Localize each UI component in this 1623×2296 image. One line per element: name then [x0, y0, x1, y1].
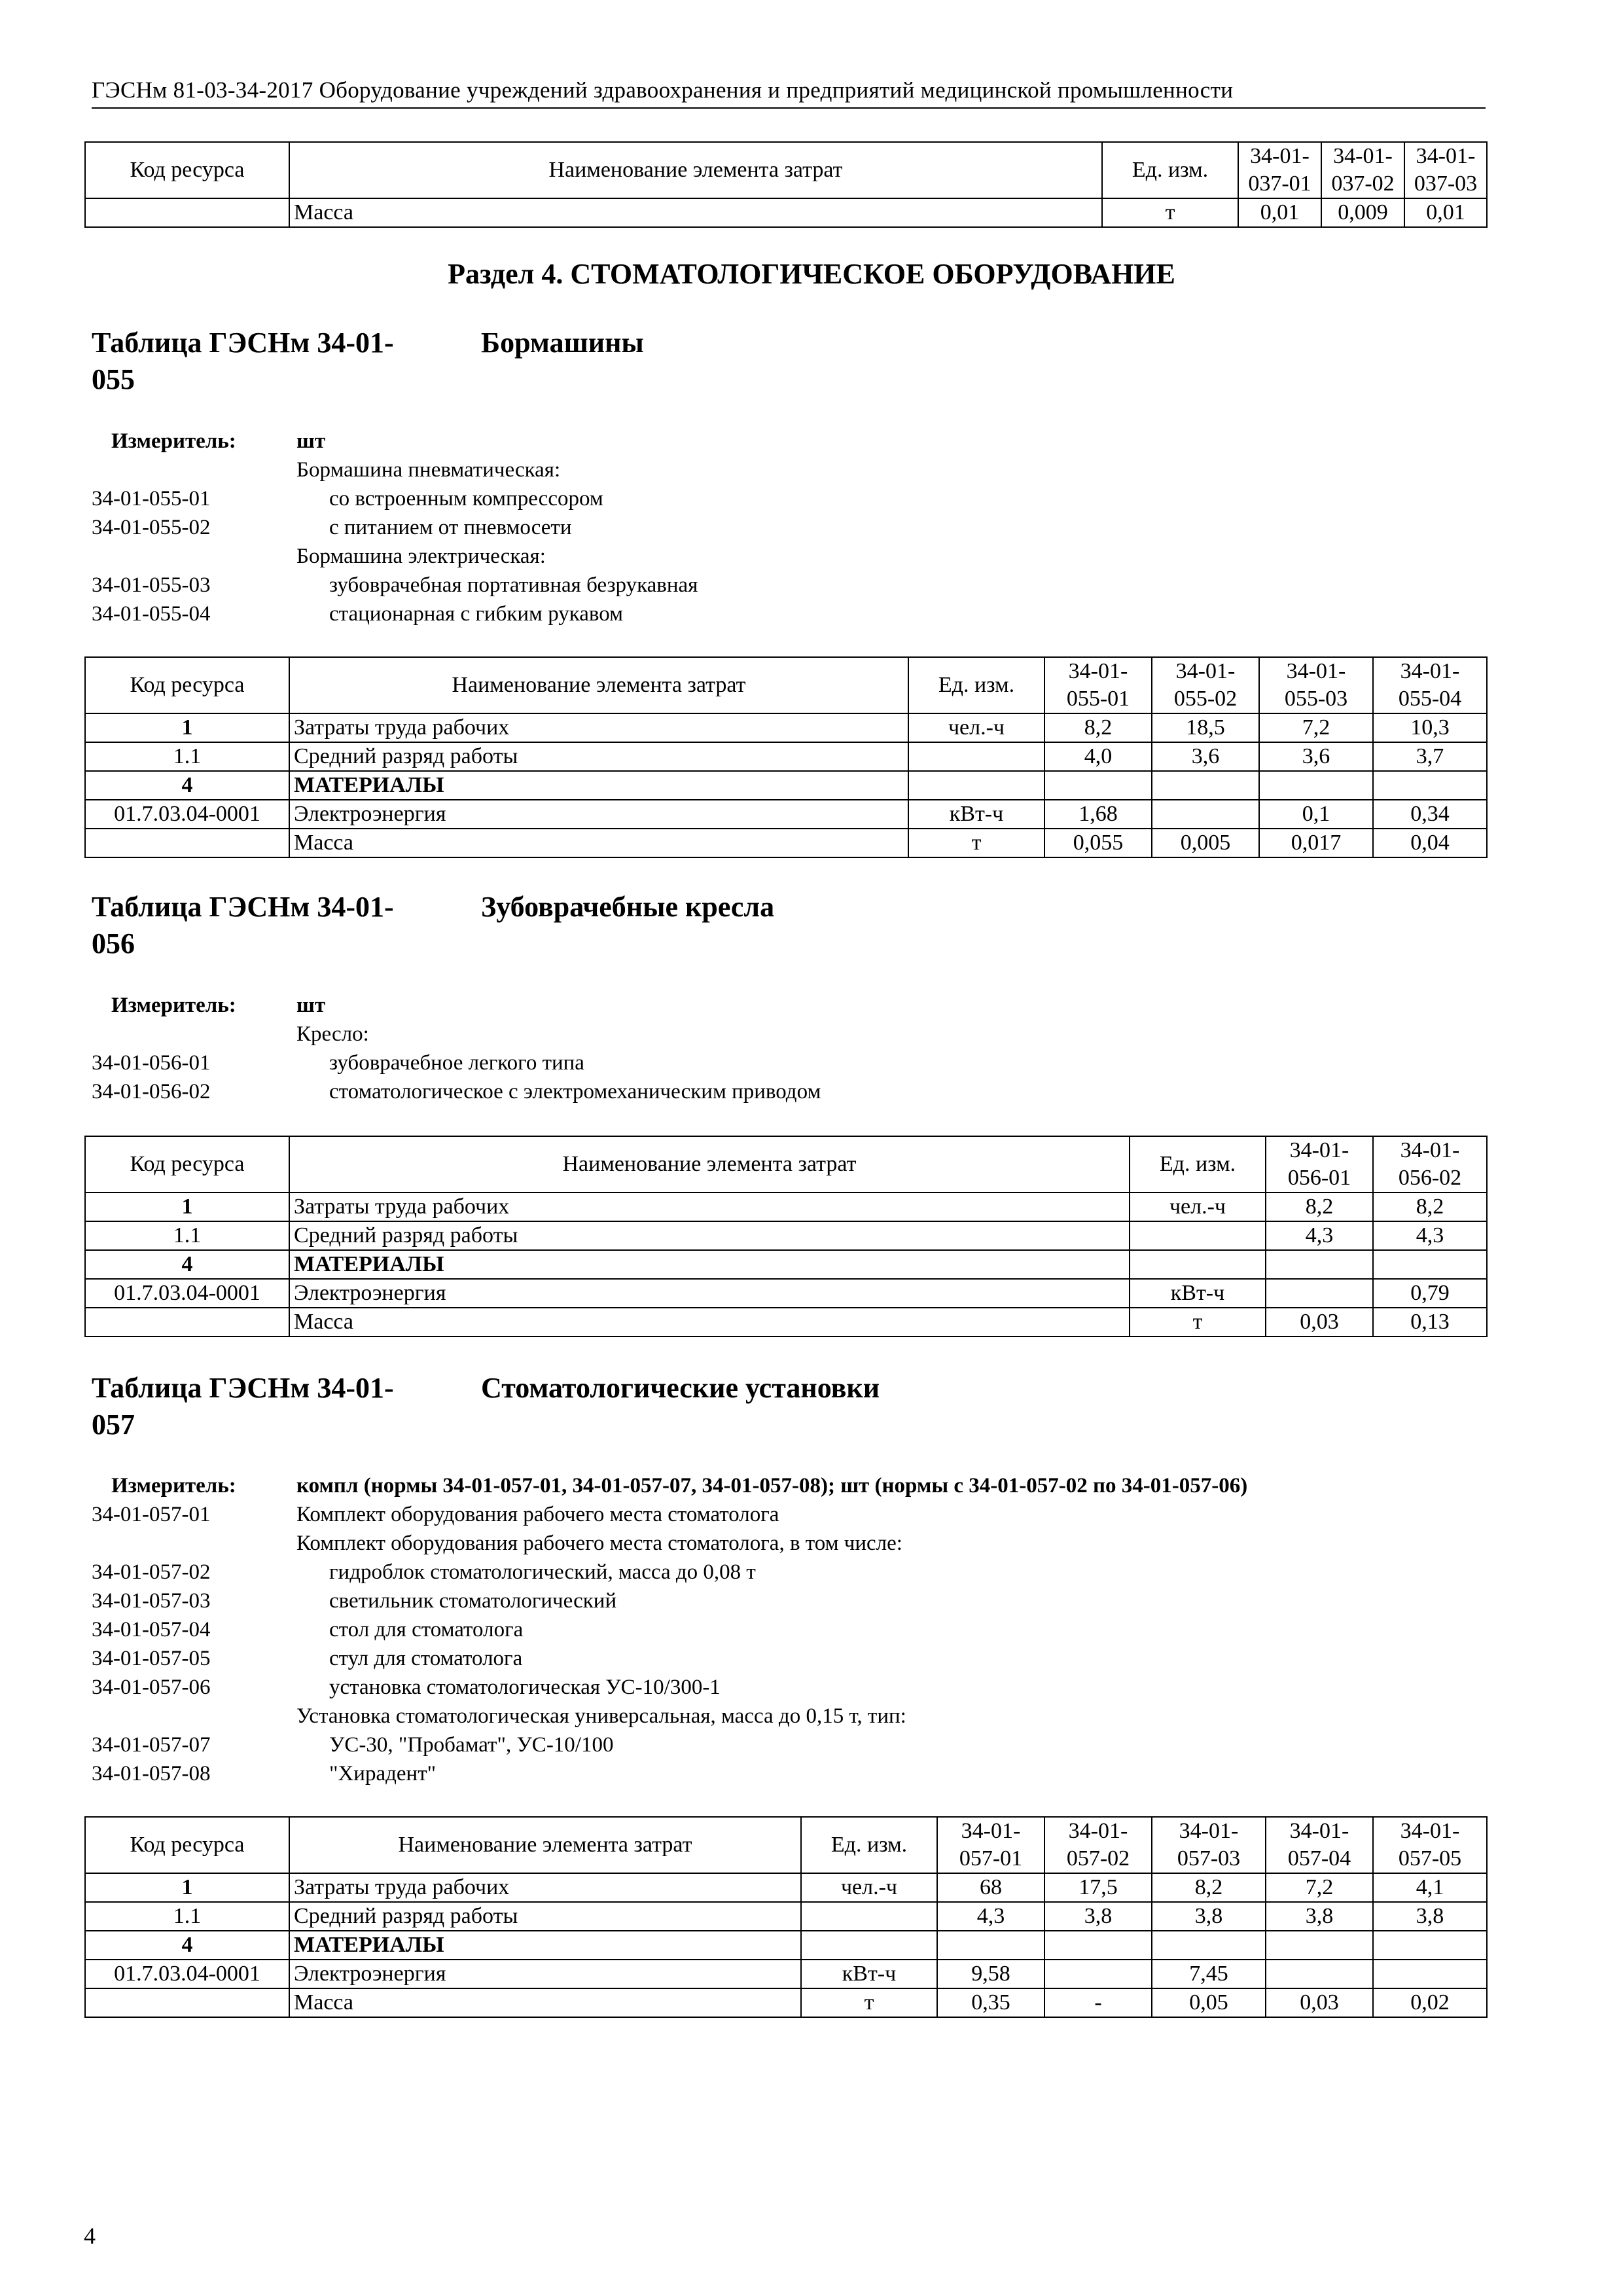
cell-value: 8,2 [1266, 1193, 1373, 1221]
cell-value: 4,1 [1373, 1873, 1487, 1902]
cell-value: 0,34 [1373, 800, 1487, 829]
table-row [85, 1960, 1487, 1988]
table-row [85, 713, 1487, 742]
cell-value: 0,03 [1266, 1988, 1373, 2017]
norm-description: Установка стоматологическая универсальная, масса до 0,15 т, тип: [296, 1704, 906, 1728]
norms-table-056 [84, 1136, 1488, 1337]
header-code: Код ресурса [85, 657, 289, 713]
cell-value: 3,8 [1044, 1902, 1152, 1931]
measurer-unit: шт [296, 429, 326, 453]
cell-code: 1.1 [85, 1902, 289, 1931]
table-row [85, 1193, 1487, 1221]
cell-value: 0,79 [1373, 1279, 1487, 1308]
norm-description: Комплект оборудования рабочего места стоматолога, в том числе: [296, 1532, 902, 1555]
header-name: Наименование элемента затрат [289, 1817, 801, 1873]
table-row [85, 1873, 1487, 1902]
table-row [85, 1931, 1487, 1960]
cell-value [1152, 771, 1259, 800]
cell-unit: т [1102, 198, 1238, 227]
norm-description: "Хирадент" [329, 1762, 437, 1785]
cell-unit: кВт-ч [801, 1960, 937, 1988]
cell-name: Затраты труда рабочих [289, 1193, 1130, 1221]
cell-value: 8,2 [1152, 1873, 1266, 1902]
cell-code: 4 [85, 771, 289, 800]
table-row [85, 198, 1487, 227]
norm-description: Бормашина электрическая: [296, 545, 546, 568]
norm-code: 34-01-055-04 [92, 602, 211, 626]
cell-value [1266, 1931, 1373, 1960]
page-number: 4 [84, 2223, 96, 2249]
header-norm-code: 34-01- 056-01 [1266, 1136, 1373, 1193]
cell-value: 9,58 [937, 1960, 1044, 1988]
cell-value: 3,6 [1152, 742, 1259, 771]
cell-value: 0,009 [1321, 198, 1404, 227]
norm-code: 34-01-057-07 [92, 1733, 211, 1757]
cell-unit: чел.-ч [1130, 1193, 1266, 1221]
table-037-continuation [84, 141, 1488, 228]
cell-value [1266, 1279, 1373, 1308]
cell-value: 18,5 [1152, 713, 1259, 742]
norm-code: 34-01-057-04 [92, 1618, 211, 1641]
cell-value: 7,2 [1259, 713, 1373, 742]
cell-code: 1.1 [85, 742, 289, 771]
table-number-suffix: 055 [92, 363, 135, 395]
header-norm-code: 34-01- 055-03 [1259, 657, 1373, 713]
table-title-055 [92, 325, 644, 398]
table-header-row [85, 657, 1487, 713]
cell-value: 0,017 [1259, 829, 1373, 857]
header-norm-code: 34-01- 037-02 [1321, 142, 1404, 198]
cell-unit: т [1130, 1308, 1266, 1336]
norm-description: зубоврачебная портативная безрукавная [329, 573, 698, 597]
cell-name: Электроэнергия [289, 800, 908, 829]
cell-value: 0,35 [937, 1988, 1044, 2017]
cell-value: 0,02 [1373, 1988, 1487, 2017]
cell-unit [908, 771, 1044, 800]
cell-value: 68 [937, 1873, 1044, 1902]
table-row [85, 742, 1487, 771]
header-unit: Ед. изм. [908, 657, 1044, 713]
cell-value: 0,055 [1044, 829, 1152, 857]
cell-unit [801, 1902, 937, 1931]
table-caption: Бормашины [481, 327, 644, 359]
norm-description: стул для стоматолога [329, 1647, 523, 1670]
header-unit: Ед. изм. [801, 1817, 937, 1873]
table-header-row [85, 142, 1487, 198]
header-norm-code: 34-01- 037-01 [1238, 142, 1321, 198]
table-title-056 [92, 889, 774, 962]
cell-value: 8,2 [1044, 713, 1152, 742]
cell-code: 01.7.03.04-0001 [85, 800, 289, 829]
cell-name: Средний разряд работы [289, 1221, 1130, 1250]
table-row [85, 1988, 1487, 2017]
cell-code [85, 829, 289, 857]
table-number: Таблица ГЭСНм 34-01- [92, 327, 394, 359]
cell-name: Затраты труда рабочих [289, 1873, 801, 1902]
norms-table-057 [84, 1816, 1488, 2018]
cell-value: 3,8 [1152, 1902, 1266, 1931]
running-header: ГЭСНм 81-03-34-2017 Оборудование учреждений здравоохранения и предприятий медицинской промышленности [92, 77, 1486, 109]
cell-unit [908, 742, 1044, 771]
cell-code: 1 [85, 713, 289, 742]
cell-value: 17,5 [1044, 1873, 1152, 1902]
cell-value [1152, 1931, 1266, 1960]
header-code: Код ресурса [85, 1817, 289, 1873]
cell-unit: т [801, 1988, 937, 2017]
norm-code: 34-01-057-02 [92, 1560, 211, 1584]
header-norm-code: 34-01- 057-04 [1266, 1817, 1373, 1873]
table-row [85, 829, 1487, 857]
header-norm-code: 34-01- 055-02 [1152, 657, 1259, 713]
header-unit: Ед. изм. [1130, 1136, 1266, 1193]
norm-description: со встроенным компрессором [329, 487, 603, 511]
table-caption: Стоматологические установки [481, 1372, 880, 1404]
table-number: Таблица ГЭСНм 34-01- [92, 891, 394, 923]
table-number-suffix: 057 [92, 1408, 135, 1441]
cell-code: 1.1 [85, 1221, 289, 1250]
cell-name: Масса [289, 829, 908, 857]
cell-unit: кВт-ч [908, 800, 1044, 829]
norm-description: Бормашина пневматическая: [296, 458, 561, 482]
cell-unit: чел.-ч [801, 1873, 937, 1902]
norm-code: 34-01-057-08 [92, 1762, 211, 1785]
cell-unit [1130, 1221, 1266, 1250]
table-title-057 [92, 1370, 880, 1443]
cell-value: 3,6 [1259, 742, 1373, 771]
cell-value [1266, 1250, 1373, 1279]
cell-code: 01.7.03.04-0001 [85, 1960, 289, 1988]
header-norm-code: 34-01- 057-03 [1152, 1817, 1266, 1873]
cell-value [1044, 1931, 1152, 1960]
norm-description: стационарная с гибким рукавом [329, 602, 624, 626]
cell-unit: кВт-ч [1130, 1279, 1266, 1308]
cell-code: 1 [85, 1193, 289, 1221]
cell-value [1044, 1960, 1152, 1988]
header-norm-code: 34-01- 057-01 [937, 1817, 1044, 1873]
norm-code: 34-01-057-03 [92, 1589, 211, 1613]
cell-value: 3,8 [1373, 1902, 1487, 1931]
norm-description: стоматологическое с электромеханическим приводом [329, 1080, 821, 1103]
table-header-row [85, 1136, 1487, 1193]
norm-description: зубоврачебное легкого типа [329, 1051, 584, 1075]
cell-name: Электроэнергия [289, 1279, 1130, 1308]
table-row [85, 1308, 1487, 1336]
cell-code: 01.7.03.04-0001 [85, 1279, 289, 1308]
section-title: Раздел 4. СТОМАТОЛОГИЧЕСКОЕ ОБОРУДОВАНИЕ [448, 258, 1175, 290]
measurer-label: Измеритель: [111, 429, 236, 453]
table-row [85, 771, 1487, 800]
cell-name: МАТЕРИАЛЫ [289, 771, 908, 800]
cell-value: - [1044, 1988, 1152, 2017]
header-code: Код ресурса [85, 1136, 289, 1193]
cell-code [85, 1308, 289, 1336]
norm-code: 34-01-057-06 [92, 1676, 211, 1699]
norms-table-055 [84, 656, 1488, 858]
table-number-suffix: 056 [92, 927, 135, 960]
header-norm-code: 34-01- 057-02 [1044, 1817, 1152, 1873]
header-name: Наименование элемента затрат [289, 657, 908, 713]
cell-value: 7,45 [1152, 1960, 1266, 1988]
cell-value: 4,0 [1044, 742, 1152, 771]
cell-value: 0,13 [1373, 1308, 1487, 1336]
cell-value: 10,3 [1373, 713, 1487, 742]
table-caption: Зубоврачебные кресла [481, 891, 775, 923]
cell-value: 0,1 [1259, 800, 1373, 829]
header-norm-code: 34-01- 057-05 [1373, 1817, 1487, 1873]
cell-name: Электроэнергия [289, 1960, 801, 1988]
header-unit: Ед. изм. [1102, 142, 1238, 198]
norm-description: установка стоматологическая УС-10/300-1 [329, 1676, 721, 1699]
table-row [85, 1279, 1487, 1308]
cell-name: Масса [289, 198, 1102, 227]
table-row [85, 800, 1487, 829]
cell-code: 4 [85, 1931, 289, 1960]
cell-value [1373, 1960, 1487, 1988]
measurer-label: Измеритель: [111, 994, 236, 1017]
cell-unit: чел.-ч [908, 713, 1044, 742]
cell-value: 0,01 [1404, 198, 1487, 227]
cell-value: 8,2 [1373, 1193, 1487, 1221]
header-code: Код ресурса [85, 142, 289, 198]
cell-unit [801, 1931, 937, 1960]
measurer-unit: компл (нормы 34-01-057-01, 34-01-057-07, 34-01-057-08); шт (нормы с 34-01-057-02 по 34-01-057-06) [296, 1474, 1248, 1498]
norm-code: 34-01-055-03 [92, 573, 211, 597]
measurer-unit: шт [296, 994, 326, 1017]
cell-unit: т [908, 829, 1044, 857]
cell-value: 0,04 [1373, 829, 1487, 857]
table-row [85, 1221, 1487, 1250]
cell-value: 3,8 [1266, 1902, 1373, 1931]
cell-value: 4,3 [1266, 1221, 1373, 1250]
cell-value [937, 1931, 1044, 1960]
cell-code [85, 1988, 289, 2017]
table-row [85, 1902, 1487, 1931]
header-norm-code: 34-01- 037-03 [1404, 142, 1487, 198]
cell-code [85, 198, 289, 227]
norm-code: 34-01-056-01 [92, 1051, 211, 1075]
cell-code: 4 [85, 1250, 289, 1279]
cell-value: 1,68 [1044, 800, 1152, 829]
norm-description: Комплект оборудования рабочего места стоматолога [296, 1503, 779, 1526]
table-header-row [85, 1817, 1487, 1873]
table-row [85, 1250, 1487, 1279]
cell-name: Средний разряд работы [289, 742, 908, 771]
cell-value: 4,3 [1373, 1221, 1487, 1250]
cell-name: Масса [289, 1308, 1130, 1336]
cell-unit [1130, 1250, 1266, 1279]
norm-description: Кресло: [296, 1022, 369, 1046]
header-name: Наименование элемента затрат [289, 1136, 1130, 1193]
cell-value [1266, 1960, 1373, 1988]
cell-value [1373, 1931, 1487, 1960]
cell-value: 0,005 [1152, 829, 1259, 857]
norm-code: 34-01-056-02 [92, 1080, 211, 1103]
cell-value: 7,2 [1266, 1873, 1373, 1902]
cell-name: МАТЕРИАЛЫ [289, 1250, 1130, 1279]
measurer-label: Измеритель: [111, 1474, 236, 1498]
norm-code: 34-01-055-01 [92, 487, 211, 511]
cell-name: МАТЕРИАЛЫ [289, 1931, 801, 1960]
norm-description: УС-30, "Пробамат", УС-10/100 [329, 1733, 614, 1757]
table-number: Таблица ГЭСНм 34-01- [92, 1372, 394, 1404]
cell-code: 1 [85, 1873, 289, 1902]
cell-value: 3,7 [1373, 742, 1487, 771]
norm-description: светильник стоматологический [329, 1589, 617, 1613]
cell-name: Масса [289, 1988, 801, 2017]
cell-value: 0,03 [1266, 1308, 1373, 1336]
cell-value [1044, 771, 1152, 800]
norm-description: гидроблок стоматологический, масса до 0,08 т [329, 1560, 756, 1584]
cell-name: Средний разряд работы [289, 1902, 801, 1931]
cell-value [1373, 771, 1487, 800]
norm-code: 34-01-057-01 [92, 1503, 211, 1526]
norm-code: 34-01-055-02 [92, 516, 211, 539]
header-norm-code: 34-01- 056-02 [1373, 1136, 1487, 1193]
norm-description: стол для стоматолога [329, 1618, 524, 1641]
cell-value [1259, 771, 1373, 800]
cell-name: Затраты труда рабочих [289, 713, 908, 742]
header-norm-code: 34-01- 055-04 [1373, 657, 1487, 713]
cell-value [1373, 1250, 1487, 1279]
norm-description: с питанием от пневмосети [329, 516, 572, 539]
cell-value: 4,3 [937, 1902, 1044, 1931]
norm-code: 34-01-057-05 [92, 1647, 211, 1670]
cell-value: 0,05 [1152, 1988, 1266, 2017]
header-name: Наименование элемента затрат [289, 142, 1102, 198]
cell-value [1152, 800, 1259, 829]
header-norm-code: 34-01- 055-01 [1044, 657, 1152, 713]
cell-value: 0,01 [1238, 198, 1321, 227]
